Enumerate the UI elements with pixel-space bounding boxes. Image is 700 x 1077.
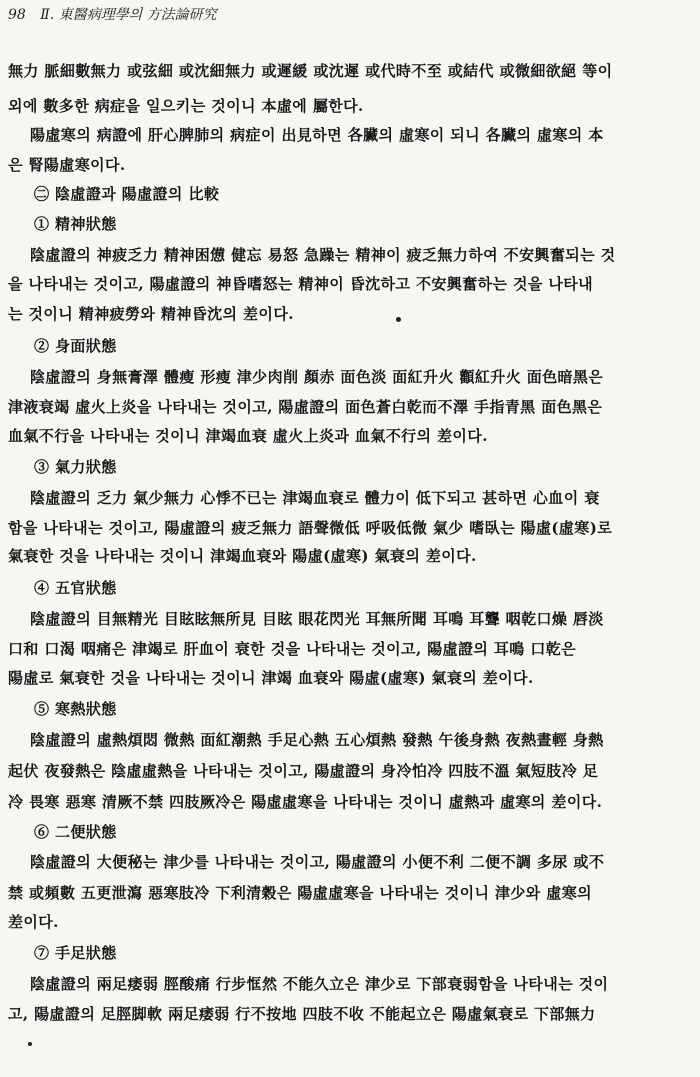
section-heading: ㊁ 陰虛證과 陽虛證의 比較 — [34, 185, 220, 203]
text-line: 陰虛證의 乏力 氣少無力 心悸不已는 津竭血衰로 體力이 低下되고 甚하면 心血이 衰 — [30, 489, 600, 507]
text-line: 禁 或頻數 五更泄瀉 惡寒肢冷 下利清穀은 陽虛虛寒을 나타내는 것이니 津少와 虛寒의 — [8, 884, 592, 902]
subsection-heading: ⑦ 手足狀態 — [34, 944, 117, 962]
text-line: 陰虛證의 神疲乏力 精神困憊 健忘 易怒 急躁는 精神이 疲乏無力하여 不安興奮되는 것 — [30, 246, 616, 264]
text-line: 口和 口渴 咽痛은 津竭로 肝血이 衰한 것을 나타내는 것이고, 陽虛證의 耳鳴 口乾은 — [8, 640, 577, 658]
running-header — [8, 4, 217, 24]
text-line: 陰虛證의 虛熱煩悶 微熱 面紅潮熱 手足心熱 五心煩熱 發熱 午後身熱 夜熱晝輕 身熱 — [30, 731, 604, 749]
subsection-heading: ⑤ 寒熱狀態 — [34, 700, 117, 718]
subsection-heading: ① 精神狀態 — [34, 215, 117, 233]
text-line: 고, 陽虛證의 足脛脚軟 兩足痿弱 行不按地 四肢不收 不能起立은 陽虛氣衰로 下部無力 — [8, 1005, 596, 1023]
text-line: 氣衰한 것을 나타내는 것이니 津竭血衰와 陽虛(虛寒) 氣衰의 差이다. — [8, 547, 477, 565]
text-line: 을 나타내는 것이고, 陽虛證의 神昏嗜怒는 精神이 昏沈하고 不安興奮하는 것을 나타내 — [8, 275, 594, 293]
text-line: 陰虛證의 大便秘는 津少를 나타내는 것이고, 陽虛證의 小便不利 二便不調 多尿 或不 — [30, 853, 605, 871]
ink-speck — [28, 1042, 32, 1046]
text-line: 無力 脈細數無力 或弦細 或沈細無力 或遲緩 或沈遲 或代時不至 或結代 或微細欲絕 等이 — [8, 62, 613, 80]
text-line: 冷 畏寒 惡寒 清厥不禁 四肢厥冷은 陽虛虛寒을 나타내는 것이니 虛熱과 虛寒의 差이다. — [8, 793, 603, 811]
text-line: 陰虛證의 兩足痿弱 脛酸痛 行步恇然 不能久立은 津少로 下部衰弱함을 나타내는 것이 — [30, 975, 609, 993]
text-line: 陰虛證의 身無膏澤 體瘦 形瘦 津少肉削 顏赤 面色淡 面紅升火 顴紅升火 面色暗黑은 — [30, 368, 604, 386]
subsection-heading: ③ 氣力狀態 — [34, 458, 117, 476]
text-line: 血氣不行을 나타내는 것이니 津竭血衰 虛火上炎과 血氣不行의 差이다. — [8, 427, 488, 445]
text-line: 差이다. — [8, 913, 59, 931]
subsection-heading: ④ 五官狀態 — [34, 579, 117, 597]
text-line: 외에 數多한 病症을 일으키는 것이니 本虛에 屬한다. — [8, 97, 364, 115]
subsection-heading: ② 身面狀態 — [34, 337, 117, 355]
running-title: Ⅱ. 東醫病理學의 方法論研究 — [40, 7, 217, 23]
text-line: 陽虛로 氣衰한 것을 나타내는 것이니 津竭 血衰와 陽虛(虛寒) 氣衰의 差이다. — [8, 669, 534, 687]
text-line: 起伏 夜發熱은 陰虛虛熱을 나타내는 것이고, 陽虛證의 身冷怕冷 四肢不溫 氣短肢冷 足 — [8, 762, 599, 780]
text-line: 함을 나타내는 것이고, 陽虛證의 疲乏無力 語聲微低 呼吸低微 氣少 嗜臥는 陽虛(虛寒)로 — [8, 519, 613, 537]
text-line: 津液衰竭 虛火上炎을 나타내는 것이고, 陽虛證의 面色蒼白乾而不澤 手指青黑 面色黑은 — [8, 398, 603, 416]
page-number: 98 — [8, 7, 26, 23]
text-line: 는 것이니 精神疲勞와 精神昏沈의 差이다. — [8, 305, 294, 323]
ink-speck — [396, 317, 401, 322]
text-line: 은 腎陽虛寒이다. — [8, 156, 126, 174]
text-line: 陽虛寒의 病證에 肝心脾肺의 病症이 出見하면 各臟의 虛寒이 되니 各臟의 虛寒의 本 — [30, 126, 604, 144]
subsection-heading: ⑥ 二便狀態 — [34, 823, 117, 841]
text-line: 陰虛證의 目無精光 目眩眩無所見 目眩 眼花閃光 耳無所聞 耳鳴 耳聾 咽乾口燥 唇淡 — [30, 610, 604, 628]
